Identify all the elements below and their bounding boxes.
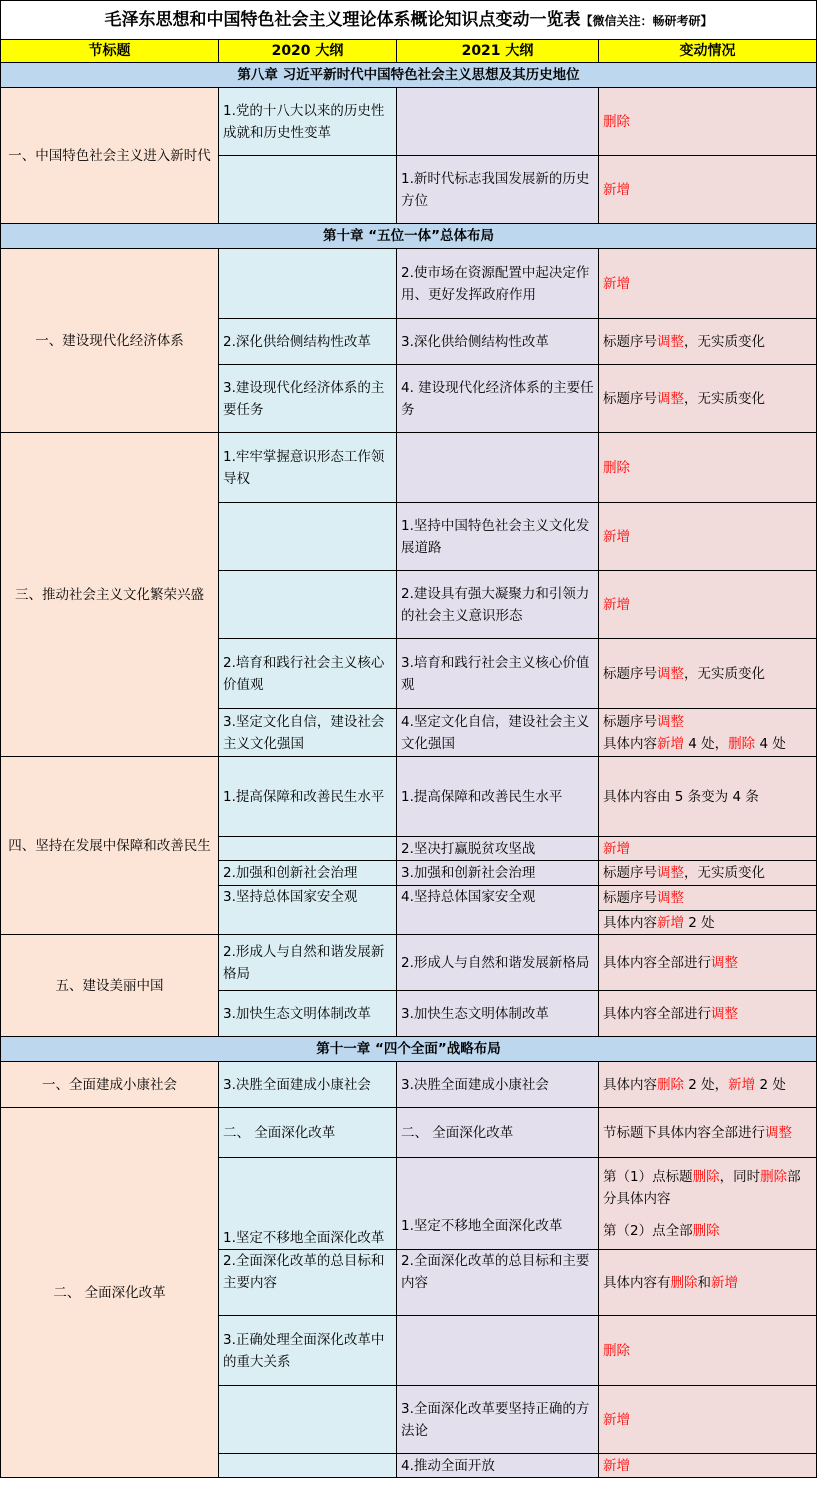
change-text: 标题序号 xyxy=(603,713,657,730)
cell-2021: 1.新时代标志我国发展新的历史方位 xyxy=(397,156,599,224)
add-tag: 新增 xyxy=(728,1076,756,1093)
title-main: 毛泽东思想和中国特色社会主义理论体系概论知识点变动一览表 xyxy=(104,9,581,30)
change-text: 2 处， xyxy=(684,1076,729,1093)
adjust-tag: 调整 xyxy=(657,890,684,906)
change-cell xyxy=(599,1386,817,1454)
change-text: 具体内容有 xyxy=(603,1274,671,1291)
change-cell xyxy=(599,156,817,224)
change-cell: 具体内容由 5 条变为 4 条 xyxy=(599,757,817,837)
change-cell xyxy=(599,935,817,991)
add-tag: 新增 xyxy=(603,1457,630,1474)
section-title: 四、坚持在发展中保障和改善民生 xyxy=(1,757,219,935)
cell-2021: 3.全面深化改革要坚持正确的方法论 xyxy=(397,1386,599,1454)
adjust-tag: 调整 xyxy=(657,390,684,407)
cell-2021 xyxy=(397,1316,599,1386)
change-cell xyxy=(599,1108,817,1158)
cell-2020 xyxy=(219,571,397,639)
change-cell xyxy=(599,1158,817,1250)
change-cell xyxy=(599,1062,817,1108)
cell-2020: 二、 全面深化改革 xyxy=(219,1108,397,1158)
cell-2020 xyxy=(219,1386,397,1454)
table-row xyxy=(1,1108,817,1158)
change-text: 标题序号 xyxy=(603,665,657,682)
change-cell xyxy=(599,433,817,503)
table-row xyxy=(1,757,817,837)
change-cell xyxy=(599,365,817,433)
cell-2020: 2.形成人与自然和谐发展新格局 xyxy=(219,935,397,991)
section-title: 二、 全面深化改革 xyxy=(1,1108,219,1478)
adjust-tag: 调整 xyxy=(711,954,738,971)
change-text: ，无实质变化 xyxy=(684,665,765,682)
table-row xyxy=(1,249,817,319)
change-cell xyxy=(599,571,817,639)
cell-2021: 3.决胜全面建成小康社会 xyxy=(397,1062,599,1108)
change-text: 4 处 xyxy=(755,735,786,752)
change-text: 第（2）点全部 xyxy=(603,1222,693,1239)
cell-2021: 3.加快生态文明体制改革 xyxy=(397,991,599,1037)
section-title: 三、推动社会主义文化繁荣兴盛 xyxy=(1,433,219,757)
change-text: 具体内容全部进行 xyxy=(603,1005,711,1022)
change-cell xyxy=(599,503,817,571)
change-text: 第（1）点标题 xyxy=(603,1168,693,1185)
change-text: 标题序号 xyxy=(603,390,657,407)
change-text: ，同时 xyxy=(719,1168,761,1185)
cell-2020: 2.培育和践行社会主义核心价值观 xyxy=(219,639,397,709)
change-text: 标题序号 xyxy=(603,890,657,906)
add-tag: 新增 xyxy=(603,181,630,198)
adjust-tag: 调整 xyxy=(711,1005,738,1022)
change-text: 2 处 xyxy=(755,1076,786,1093)
cell-2021: 1.坚持中国特色社会主义文化发展道路 xyxy=(397,503,599,571)
header-2020: 2020 大纲 xyxy=(219,40,397,63)
change-text: ，无实质变化 xyxy=(684,390,765,407)
change-text: 2 处 xyxy=(684,914,715,931)
change-text: 4 处， xyxy=(684,735,729,752)
change-text: 具体内容全部进行 xyxy=(603,954,711,971)
change-cell xyxy=(599,1250,817,1316)
delete-tag: 删除 xyxy=(603,1342,630,1359)
add-tag: 新增 xyxy=(657,735,684,752)
cell-2021: 二、 全面深化改革 xyxy=(397,1108,599,1158)
cell-2021 xyxy=(397,433,599,503)
delete-tag: 删除 xyxy=(692,1222,720,1239)
adjust-tag: 调整 xyxy=(657,665,684,682)
change-cell xyxy=(599,911,817,935)
chapter-10: 第十章 “五位一体”总体布局 xyxy=(1,224,817,249)
change-cell xyxy=(599,886,817,911)
add-tag: 新增 xyxy=(657,914,684,931)
delete-tag: 删除 xyxy=(603,459,630,476)
cell-2021: 2.建设具有强大凝聚力和引领力的社会主义意识形态 xyxy=(397,571,599,639)
cell-2020: 1.牢牢掌握意识形态工作领导权 xyxy=(219,433,397,503)
change-text: 具体内容 xyxy=(603,914,657,931)
cell-2021: 3.深化供给侧结构性改革 xyxy=(397,319,599,365)
change-text: 标题序号 xyxy=(603,333,657,350)
cell-2021 xyxy=(397,88,599,156)
cell-2020: 1.党的十八大以来的历史性成就和历史性变革 xyxy=(219,88,397,156)
cell-2020: 3.决胜全面建成小康社会 xyxy=(219,1062,397,1108)
change-cell xyxy=(599,639,817,709)
cell-2020: 3.正确处理全面深化改革中的重大关系 xyxy=(219,1316,397,1386)
cell-2020: 2.深化供给侧结构性改革 xyxy=(219,319,397,365)
change-text: 节标题下具体内容全部进行 xyxy=(603,1124,765,1141)
add-tag: 新增 xyxy=(603,528,630,545)
delete-tag: 删除 xyxy=(760,1168,788,1185)
cell-2021: 1.提高保障和改善民生水平 xyxy=(397,757,599,837)
change-cell xyxy=(599,88,817,156)
header-2021: 2021 大纲 xyxy=(397,40,599,63)
chapter-11: 第十一章 “四个全面”战略布局 xyxy=(1,1037,817,1062)
change-text: 具体内容 xyxy=(603,735,657,752)
add-tag: 新增 xyxy=(603,840,630,857)
add-tag: 新增 xyxy=(603,275,630,292)
change-text: 标题序号 xyxy=(603,865,657,881)
header-section: 节标题 xyxy=(1,40,219,63)
cell-2021: 4.坚定文化自信，建设社会主义文化强国 xyxy=(397,709,599,757)
cell-2021: 4.推动全面开放 xyxy=(397,1454,599,1478)
cell-2020: 3.建设现代化经济体系的主要任务 xyxy=(219,365,397,433)
change-cell xyxy=(599,837,817,861)
cell-2020: 3.坚持总体国家安全观 xyxy=(219,886,397,935)
cell-2020: 2.加强和创新社会治理 xyxy=(219,861,397,886)
cell-2020: 2.全面深化改革的总目标和主要内容 xyxy=(219,1250,397,1316)
cell-2020 xyxy=(219,837,397,861)
cell-2021: 3.培育和践行社会主义核心价值观 xyxy=(397,639,599,709)
delete-tag: 删除 xyxy=(692,1168,720,1185)
table-title xyxy=(1,1,817,40)
cell-2020: 1.坚定不移地全面深化改革 xyxy=(219,1158,397,1250)
adjust-tag: 调整 xyxy=(657,333,684,350)
delete-tag: 删除 xyxy=(657,1076,684,1093)
cell-2020: 3.坚定文化自信，建设社会主义文化强国 xyxy=(219,709,397,757)
change-text: ，无实质变化 xyxy=(684,333,765,350)
change-text: 部分具体内容 xyxy=(603,1168,801,1207)
table-row xyxy=(1,88,817,156)
change-text: 具体内容 xyxy=(603,1076,657,1093)
add-tag: 新增 xyxy=(603,1411,630,1428)
cell-2021: 2.使市场在资源配置中起决定作用、更好发挥政府作用 xyxy=(397,249,599,319)
cell-2021: 2.全面深化改革的总目标和主要内容 xyxy=(397,1250,599,1316)
change-cell xyxy=(599,861,817,886)
header-row xyxy=(1,40,817,63)
change-text: 和 xyxy=(697,1274,711,1291)
cell-2021: 2.形成人与自然和谐发展新格局 xyxy=(397,935,599,991)
delete-tag: 删除 xyxy=(670,1274,698,1291)
change-cell xyxy=(599,709,817,757)
table-row xyxy=(1,1062,817,1108)
change-cell xyxy=(599,1316,817,1386)
table-row xyxy=(1,433,817,503)
change-cell xyxy=(599,319,817,365)
cell-2021: 2.坚决打赢脱贫攻坚战 xyxy=(397,837,599,861)
cell-2020: 3.加快生态文明体制改革 xyxy=(219,991,397,1037)
cell-2020 xyxy=(219,1454,397,1478)
section-title: 一、中国特色社会主义进入新时代 xyxy=(1,88,219,224)
section-title: 一、全面建成小康社会 xyxy=(1,1062,219,1108)
table-row xyxy=(1,935,817,991)
add-tag: 新增 xyxy=(711,1274,738,1291)
delete-tag: 删除 xyxy=(728,735,756,752)
cell-2020 xyxy=(219,249,397,319)
section-title: 五、建设美丽中国 xyxy=(1,935,219,1037)
cell-2021: 4. 建设现代化经济体系的主要任务 xyxy=(397,365,599,433)
chapter-8: 第八章 习近平新时代中国特色社会主义思想及其历史地位 xyxy=(1,63,817,88)
cell-2021: 1.坚定不移地全面深化改革 xyxy=(397,1158,599,1250)
cell-2020 xyxy=(219,156,397,224)
cell-2020: 1.提高保障和改善民生水平 xyxy=(219,757,397,837)
adjust-tag: 调整 xyxy=(657,865,684,881)
delete-tag: 删除 xyxy=(603,113,630,130)
change-text: ，无实质变化 xyxy=(684,865,765,881)
spacer xyxy=(603,1210,812,1220)
change-cell xyxy=(599,1454,817,1478)
cell-2020 xyxy=(219,503,397,571)
cell-2021: 3.加强和创新社会治理 xyxy=(397,861,599,886)
title-note: 【微信关注：畅研考研】 xyxy=(580,13,713,28)
header-change: 变动情况 xyxy=(599,40,817,63)
section-title: 一、建设现代化经济体系 xyxy=(1,249,219,433)
change-cell xyxy=(599,249,817,319)
add-tag: 新增 xyxy=(603,596,630,613)
cell-2021: 4.坚持总体国家安全观 xyxy=(397,886,599,935)
adjust-tag: 调整 xyxy=(765,1124,792,1141)
adjust-tag: 调整 xyxy=(657,713,684,730)
change-cell xyxy=(599,991,817,1037)
